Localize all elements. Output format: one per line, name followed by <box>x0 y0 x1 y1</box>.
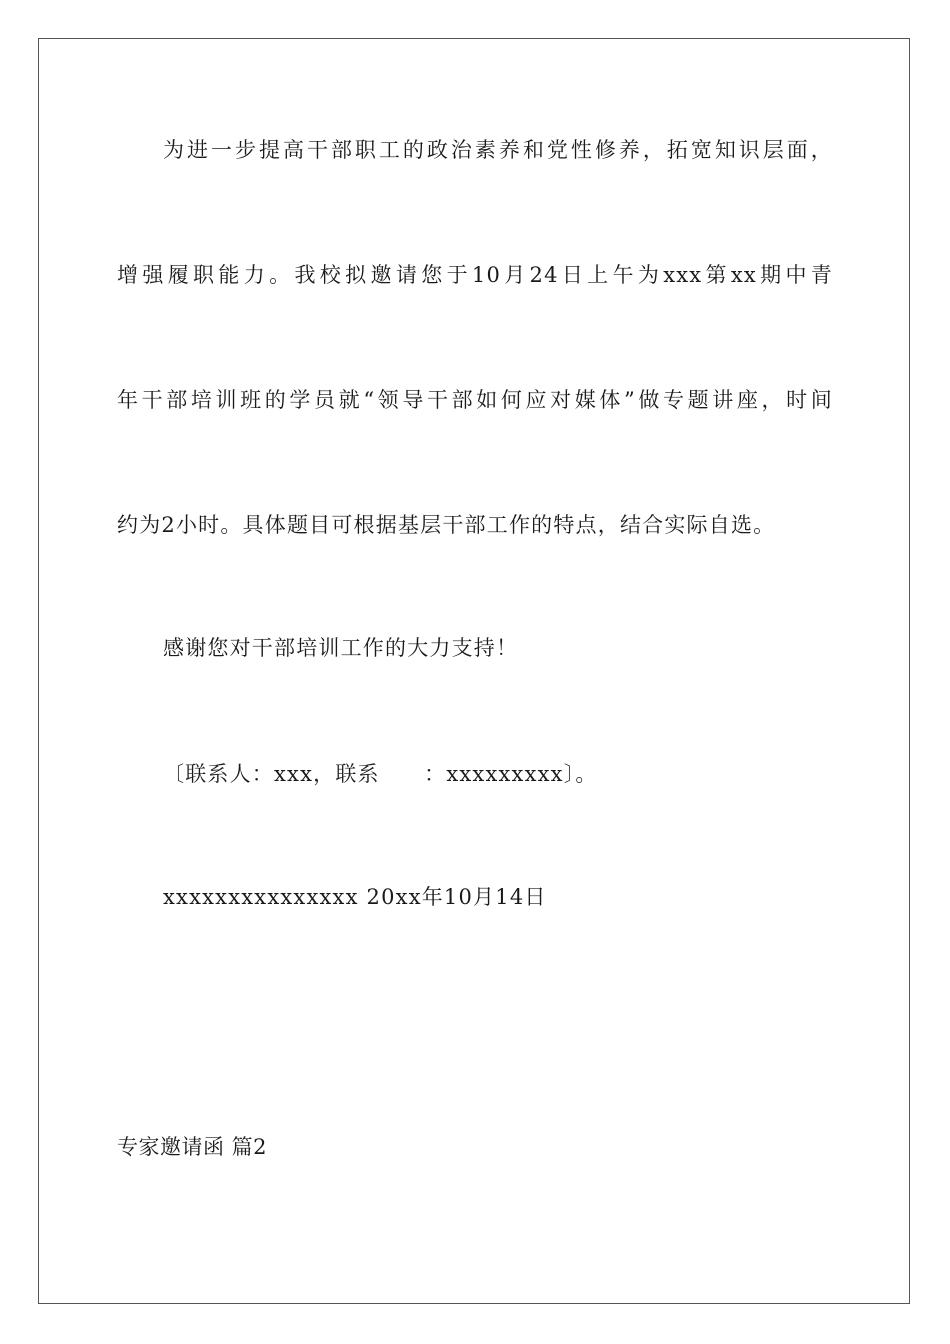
body-paragraph-line: 增强履职能力。我校拟邀请您于10月24日上午为xxx第xx期中青 <box>117 263 833 287</box>
section-heading: 专家邀请函 篇2 <box>117 1135 268 1159</box>
contact-line: 〔联系人：xxx，联系 ：xxxxxxxxx〕。 <box>163 762 598 786</box>
body-paragraph-line: 年干部培训班的学员就“领导干部如何应对媒体”做专题讲座，时间 <box>117 388 833 412</box>
body-paragraph-line: 约为2小时。具体题目可根据基层干部工作的特点，结合实际自选。 <box>117 513 776 537</box>
signature-date-line: xxxxxxxxxxxxxxx 20xx年10月14日 <box>163 885 547 909</box>
body-paragraph-line: 为进一步提高干部职工的政治素养和党性修养，拓宽知识层面， <box>163 138 833 162</box>
thanks-line: 感谢您对干部培训工作的大力支持！ <box>163 636 519 660</box>
page-border <box>38 38 910 1304</box>
